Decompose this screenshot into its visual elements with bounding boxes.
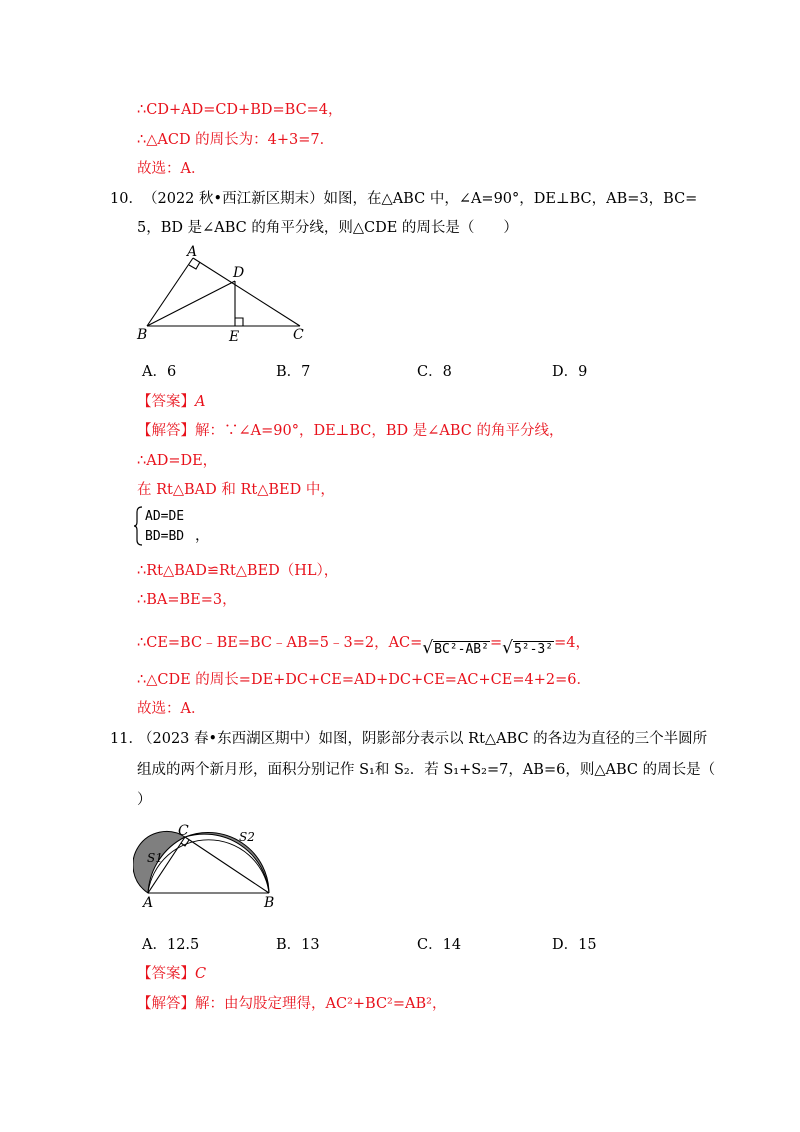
q11-label-c: C <box>178 823 189 839</box>
q10-solution-line-7: ∴△CDE 的周长=DE+DC+CE=AD+DC+CE=AC+CE=4+2=6． <box>137 672 591 688</box>
q10-option-a: A．6 <box>142 364 177 380</box>
q10-solution-line-2: ∴AD=DE， <box>137 453 218 469</box>
q10-label-d: D <box>233 265 245 281</box>
q11-label-a: A <box>143 895 154 910</box>
q11-number: 11． <box>110 731 143 747</box>
system-end: ， <box>195 528 210 544</box>
q10-solution-line-6: ∴CE=BC﹣BE=BC﹣AB=5﹣3=2，AC=√BC²-AB²=√5²-3²=4， <box>137 635 590 658</box>
q11-option-b: B．13 <box>276 937 320 953</box>
q11-option-a: A．12.5 <box>142 937 200 953</box>
sqrt-expression-2: √5²-3² <box>502 638 554 658</box>
q10-label-b: B <box>137 327 148 343</box>
q10-label-e: E <box>229 329 240 344</box>
q10-option-d: D．9 <box>552 364 588 380</box>
q10-label-a: A <box>187 244 198 260</box>
q10-option-b: B．7 <box>276 364 311 380</box>
q11-label-s2: S2 <box>239 830 255 844</box>
prev-solution-line-1: ∴CD+AD=CD+BD=BC=4， <box>137 102 343 118</box>
q11-option-d: D．15 <box>552 937 597 953</box>
prev-solution-line-3: 故选：A． <box>137 161 206 177</box>
q11-option-c: C．14 <box>417 937 462 953</box>
q11-crescent-figure <box>133 810 283 910</box>
q11-solution-line-1: 【解答】解：由勾股定理得，AC²+BC²=AB²， <box>137 996 447 1012</box>
q10-solution-line-8: 故选：A． <box>137 701 206 717</box>
q10-solution-line-4: ∴Rt△BAD≌Rt△BED（HL）， <box>137 563 339 579</box>
q10-answer: 【答案】A <box>137 394 206 410</box>
q10-triangle-figure <box>135 244 315 344</box>
q10-label-c: C <box>293 327 304 343</box>
sqrt-expression-1: √BC²-AB² <box>422 638 489 658</box>
q11-stem-line-3: ） <box>137 792 152 808</box>
q11-label-b: B <box>264 895 275 910</box>
q10-solution-line-1: 【解答】解：∵∠A=90°，DE⊥BC，BD 是∠ABC 的角平分线， <box>137 423 564 439</box>
q11-label-s1: S1 <box>147 851 163 865</box>
system-eq-2: BD=BD <box>145 529 185 544</box>
prev-solution-line-2: ∴△ACD 的周长为：4+3=7． <box>137 132 335 148</box>
q11-stem-line-1: （2023 春•东西湖区期中）如图，阴影部分表示以 Rt△ABC 的各边为直径的三个半圆所 <box>138 731 708 747</box>
q10-stem-line-2: 5，BD 是∠ABC 的角平分线，则△CDE 的周长是（ ） <box>137 220 518 236</box>
q11-stem-line-2: 组成的两个新月形，面积分别记作 S₁和 S₂．若 S₁+S₂=7，AB=6，则△ABC 的周长是（ <box>137 762 716 778</box>
q10-option-c: C．8 <box>417 364 452 380</box>
q10-solution-line-3: 在 Rt△BAD 和 Rt△BED 中， <box>137 482 335 498</box>
system-eq-1: AD=DE <box>145 509 185 524</box>
q10-solution-line-5: ∴BA=BE=3， <box>137 592 237 608</box>
q11-answer: 【答案】C <box>137 966 207 982</box>
q10-number: 10． <box>110 191 143 207</box>
brace-icon <box>133 506 143 546</box>
q10-stem-line-1: （2022 秋•西江新区期末）如图，在△ABC 中，∠A=90°，DE⊥BC，AB=3，BC= <box>143 191 698 207</box>
